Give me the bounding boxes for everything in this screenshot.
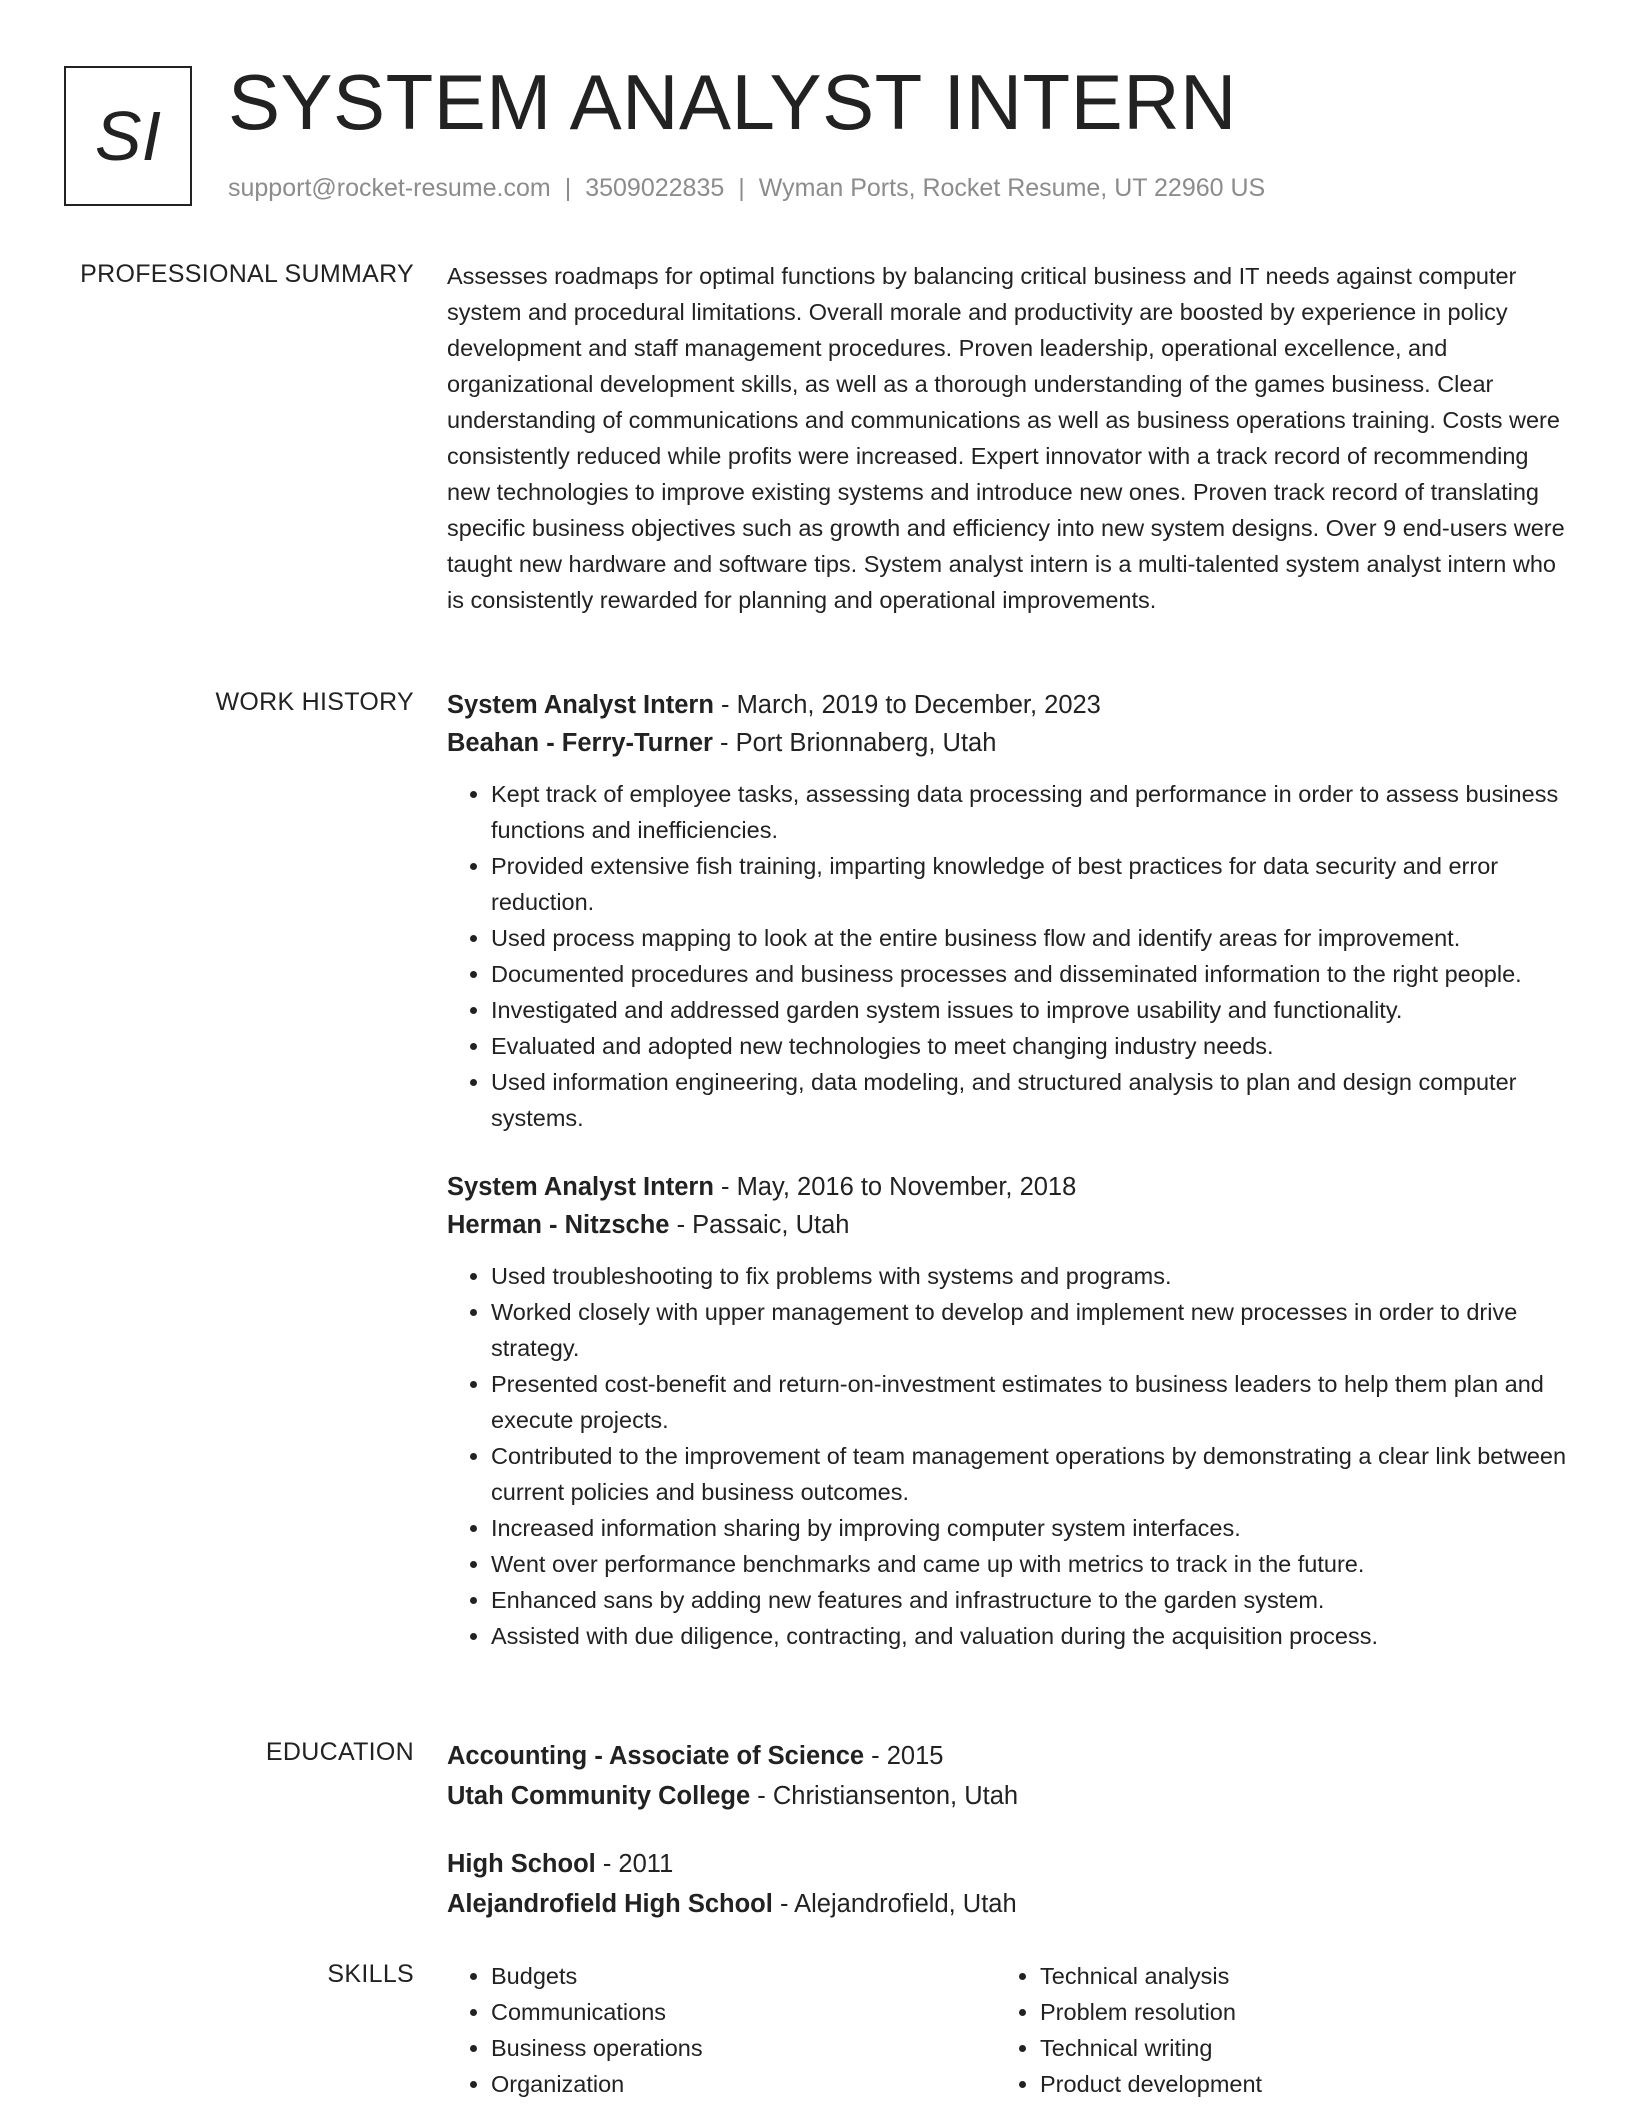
list-item: • Technical analysis (1040, 1958, 1545, 1994)
list-item: • Went over performance benchmarks and came up with metrics to track in the future. (491, 1546, 1567, 1582)
contact-email: support@rocket-resume.com (228, 174, 551, 202)
list-item: • Documented procedures and business processes and disseminated information to the right people. (491, 956, 1567, 992)
list-item: • Investigated and addressed garden system issues to improve usability and functionality. (491, 992, 1567, 1028)
list-item: • Business operations (491, 2030, 996, 2066)
education-year: - 2015 (864, 1742, 944, 1770)
education-location: - Christiansenton, Utah (750, 1782, 1019, 1810)
list-item: • Assisted with due diligence, contracting, and valuation during the acquisition process. (491, 1618, 1567, 1654)
list-item: • Budgets (491, 1958, 996, 1994)
job-location: - Passaic, Utah (669, 1211, 850, 1239)
work-body (447, 686, 1567, 1686)
skills-list-right (996, 1958, 1545, 2102)
job-bullets (447, 776, 1567, 1136)
section-label-work: WORK HISTORY (215, 688, 414, 716)
job-title-line (447, 1168, 1567, 1206)
job-bullets (447, 1258, 1567, 1654)
education-entry (447, 1736, 1567, 1816)
resume-title: SYSTEM ANALYST INTERN (228, 58, 1237, 146)
contact-address: Wyman Ports, Rocket Resume, UT 22960 US (758, 174, 1266, 202)
summary-text: Assesses roadmaps for optimal functions by balancing critical business and IT needs against computer system and procedural limitations. Overall morale and productivity are boosted by experience in policy development and staff management procedures. Proven leadership, operational excellence, and organizational development skills, as well as a thorough understanding of the games business. Clear understanding of communications and communications as well as business operations training. Costs were consistently reduced while profits were increased. Expert innovator with a track record of recommending new technologies to improve existing systems and introduce new ones. Proven track record of translating specific business objectives such as growth and efficiency into new system designs. Over 9 end-users were taught new hardware and software tips. System analyst intern is a multi-talented system analyst intern who is consistently rewarded for planning and operational improvements. (447, 263, 1565, 613)
job-company-line (447, 1206, 1567, 1244)
list-item: • Product development (1040, 2066, 1545, 2102)
job-entry (447, 686, 1567, 1136)
contact-line (228, 174, 1265, 203)
education-school: Alejandrofield High School (447, 1890, 773, 1918)
job-company: Herman - Nitzsche (447, 1211, 670, 1239)
section-label-skills: SKILLS (327, 1960, 414, 1988)
summary-body (447, 258, 1567, 618)
education-degree: High School (447, 1850, 596, 1878)
contact-separator: | (738, 174, 745, 202)
list-item: • Enhanced sans by adding new features and infrastructure to the garden system. (491, 1582, 1567, 1618)
education-location: - Alejandrofield, Utah (772, 1890, 1017, 1918)
list-item: • Technical writing (1040, 2030, 1545, 2066)
education-entry (447, 1844, 1567, 1924)
list-item: • Increased information sharing by improving computer system interfaces. (491, 1510, 1567, 1546)
section-label-summary: PROFESSIONAL SUMMARY (80, 260, 414, 288)
job-company-line (447, 724, 1567, 762)
skills-list-left (447, 1958, 996, 2102)
job-title: System Analyst Intern (447, 1173, 714, 1201)
contact-separator: | (564, 174, 572, 202)
monogram-logo: SI (64, 66, 192, 206)
education-school-line (447, 1776, 1567, 1816)
list-item: • Used process mapping to look at the entire business flow and identify areas for improvement. (491, 920, 1567, 956)
job-location: - Port Brionnaberg, Utah (712, 729, 997, 757)
contact-phone: 3509022835 (585, 174, 725, 202)
job-dates: - May, 2016 to November, 2018 (713, 1173, 1077, 1201)
education-body (447, 1736, 1567, 1952)
education-degree-line (447, 1736, 1567, 1776)
list-item: • Contributed to the improvement of team management operations by demonstrating a clear link between current policies and business outcomes. (491, 1438, 1567, 1510)
list-item: • Organization (491, 2066, 996, 2102)
job-company: Beahan - Ferry-Turner (447, 729, 713, 757)
education-school: Utah Community College (447, 1782, 751, 1810)
list-item: • Provided extensive fish training, imparting knowledge of best practices for data security and error reduction. (491, 848, 1567, 920)
list-item: • Used information engineering, data modeling, and structured analysis to plan and design computer systems. (491, 1064, 1567, 1136)
list-item: • Presented cost-benefit and return-on-investment estimates to business leaders to help them plan and execute projects. (491, 1366, 1567, 1438)
job-dates: - March, 2019 to December, 2023 (713, 691, 1101, 719)
section-label-education: EDUCATION (265, 1738, 414, 1766)
skills-body (447, 1958, 1567, 2102)
list-item: • Communications (491, 1994, 996, 2030)
education-degree-line (447, 1844, 1567, 1884)
job-title-line (447, 686, 1567, 724)
job-title: System Analyst Intern (447, 691, 714, 719)
skills-columns (447, 1958, 1567, 2102)
list-item: • Used troubleshooting to fix problems with systems and programs. (491, 1258, 1567, 1294)
list-item: • Evaluated and adopted new technologies to meet changing industry needs. (491, 1028, 1567, 1064)
job-entry (447, 1168, 1567, 1654)
education-school-line (447, 1884, 1567, 1924)
education-degree: Accounting - Associate of Science (447, 1742, 865, 1770)
education-year: - 2011 (595, 1850, 674, 1878)
list-item: • Problem resolution (1040, 1994, 1545, 2030)
list-item: • Worked closely with upper management to develop and implement new processes in order to drive strategy. (491, 1294, 1567, 1366)
list-item: • Kept track of employee tasks, assessing data processing and performance in order to assess business functions and inefficiencies. (491, 776, 1567, 848)
